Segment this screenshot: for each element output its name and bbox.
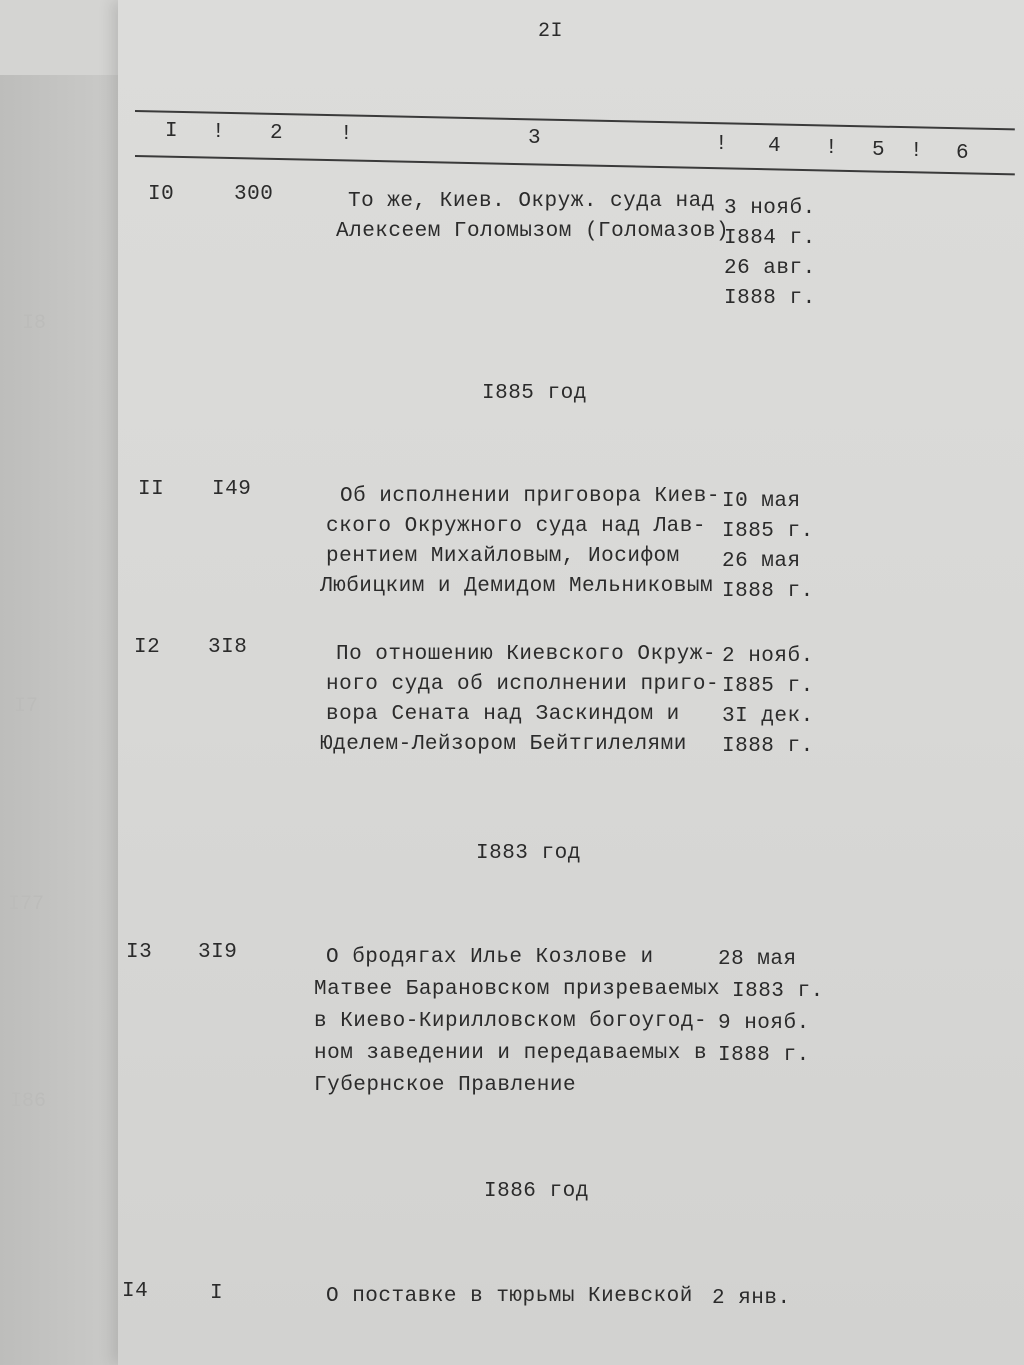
column-header-3: 3 — [528, 127, 542, 150]
file-number: I — [210, 1282, 224, 1305]
entry-date: I888 г. — [724, 287, 816, 310]
entry-description-line: в Киево-Кирилловском богоугод- — [314, 1010, 708, 1033]
entry-description-line: То же, Киев. Окруж. суда над — [348, 190, 715, 213]
entry-description-line: Юделем-Лейзором Бейтгилелями — [320, 733, 687, 756]
entry-description-line: По отношению Киевского Окруж- — [336, 643, 716, 666]
entry-description-line: ского Окружного суда над Лав- — [326, 515, 706, 538]
column-header-2: 2 — [270, 122, 284, 145]
file-number: I49 — [212, 478, 252, 501]
entry-date: I883 г. — [732, 980, 824, 1003]
margin-mark: I77 — [8, 893, 45, 916]
entry-description-line: ного суда об исполнении приго- — [326, 673, 720, 696]
entry-date: 28 мая — [718, 948, 797, 971]
entry-date: 26 мая — [722, 550, 801, 573]
column-header-6: 6 — [956, 142, 970, 165]
entry-date: 9 нояб. — [718, 1012, 810, 1035]
entry-date: 2 нояб. — [722, 645, 814, 668]
year-heading: I885 год — [482, 382, 587, 405]
entry-description-line: О бродягах Илье Козлове и — [326, 946, 654, 969]
year-heading: I883 год — [476, 842, 581, 865]
year-heading: I886 год — [484, 1180, 589, 1203]
entry-date: 2 янв. — [712, 1287, 791, 1310]
entry-description-line: ном заведении и передаваемых в — [314, 1042, 708, 1065]
column-header-5: 5 — [872, 139, 886, 162]
entry-number: I2 — [134, 636, 161, 659]
entry-number: II — [138, 478, 165, 501]
entry-description-line: Губернское Правление — [314, 1074, 577, 1097]
entry-number: I0 — [148, 183, 175, 206]
column-separator: ! — [715, 133, 729, 156]
file-number: 300 — [234, 183, 274, 206]
margin-mark: I86 — [10, 1090, 47, 1113]
entry-description-line: Матвее Барановском призреваемых — [314, 978, 721, 1001]
entry-description-line: О поставке в тюрьмы Киевской — [326, 1285, 693, 1308]
column-header-4: 4 — [768, 135, 782, 158]
entry-date: I884 г. — [724, 227, 816, 250]
entry-date: 3I дек. — [722, 705, 814, 728]
entry-date: 3 нояб. — [724, 197, 816, 220]
margin-mark: I7 — [14, 695, 39, 718]
entry-description-line: Об исполнении приговора Киев- — [340, 485, 720, 508]
column-separator: ! — [212, 121, 226, 144]
entry-number: I4 — [122, 1280, 149, 1303]
column-separator: ! — [910, 140, 924, 163]
entry-description-line: Любицким и Демидом Мельниковым — [320, 575, 714, 598]
file-number: 3I8 — [208, 636, 248, 659]
column-separator: ! — [340, 123, 354, 146]
entry-date: I888 г. — [718, 1044, 810, 1067]
entry-date: 26 авг. — [724, 257, 816, 280]
margin-mark: I8 — [22, 312, 47, 335]
page-number: 2I — [538, 20, 564, 43]
column-header-1: I — [165, 120, 179, 143]
entry-date: I885 г. — [722, 675, 814, 698]
entry-date: I0 мая — [722, 490, 801, 513]
entry-description-line: рентием Михайловым, Иосифом — [326, 545, 680, 568]
column-separator: ! — [825, 137, 839, 160]
entry-description-line: Алексеем Голомызом (Голомазов) — [336, 220, 730, 243]
entry-number: I3 — [126, 941, 153, 964]
entry-date: I885 г. — [722, 520, 814, 543]
file-number: 3I9 — [198, 941, 238, 964]
entry-description-line: вора Сената над Заскиндом и — [326, 703, 680, 726]
entry-date: I888 г. — [722, 580, 814, 603]
entry-date: I888 г. — [722, 735, 814, 758]
